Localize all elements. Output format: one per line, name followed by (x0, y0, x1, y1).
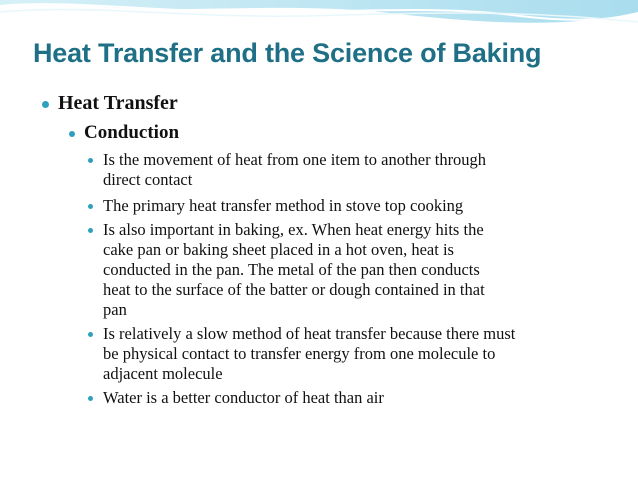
bullet-icon (88, 204, 93, 209)
bullet-icon (69, 131, 75, 137)
bullet-item-line: cake pan or baking sheet placed in a hot oven, heat is (103, 240, 454, 259)
bullet-icon (42, 101, 49, 108)
bullet-item-line: adjacent molecule (103, 364, 223, 383)
bullet-icon (88, 332, 93, 337)
bullet-item-line: The primary heat transfer method in stove top cooking (103, 196, 464, 215)
bullet-item-line: pan (103, 300, 127, 319)
bullet-icon (88, 228, 93, 233)
bullet-item-line: Is also important in baking, ex. When heat energy hits the (103, 220, 484, 239)
bullet-item-line: Water is a better conductor of heat than air (103, 388, 384, 407)
bullet-item-line: be physical contact to transfer energy from one molecule to (103, 344, 496, 363)
header-wave-decoration (0, 0, 638, 40)
heading-level-1: Heat Transfer (58, 92, 178, 114)
bullet-item-line: heat to the surface of the batter or dough contained in that (103, 280, 485, 299)
bullet-icon (88, 158, 93, 163)
bullet-item-line: Is the movement of heat from one item to another through (103, 150, 487, 169)
heading-level-2: Conduction (84, 122, 180, 143)
bullet-item-line: Is relatively a slow method of heat transfer because there must (103, 324, 516, 343)
bullet-icon (88, 396, 93, 401)
bullet-item-line: conducted in the pan. The metal of the pan then conducts (103, 260, 480, 279)
bullet-item-line: direct contact (103, 170, 193, 189)
slide-title: Heat Transfer and the Science of Baking (33, 38, 542, 68)
